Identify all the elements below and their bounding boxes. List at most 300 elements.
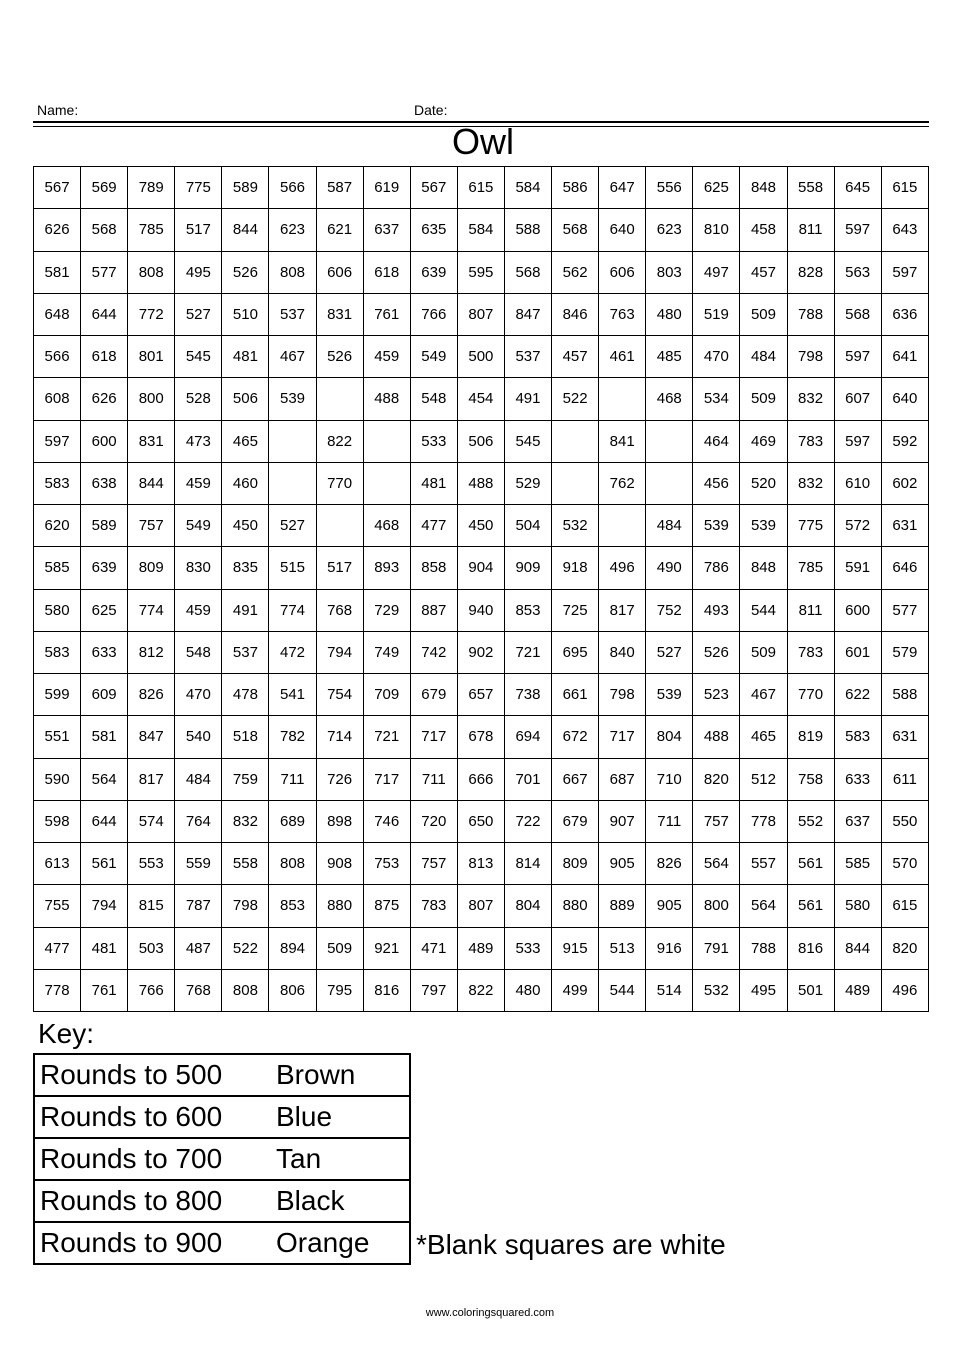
grid-cell: 637 (363, 209, 410, 251)
grid-row (34, 758, 929, 800)
grid-cell: 561 (787, 885, 834, 927)
grid-cell: 811 (787, 209, 834, 251)
grid-cell: 853 (269, 885, 316, 927)
grid-cell: 643 (881, 209, 928, 251)
grid-cell: 481 (222, 336, 269, 378)
grid-cell: 477 (410, 505, 457, 547)
grid-cell: 595 (457, 251, 504, 293)
grid-row (34, 969, 929, 1011)
grid-cell: 755 (34, 885, 81, 927)
grid-cell: 583 (834, 716, 881, 758)
grid-cell: 766 (410, 293, 457, 335)
grid-cell: 625 (693, 167, 740, 209)
grid-cell: 783 (410, 885, 457, 927)
grid-cell: 711 (410, 758, 457, 800)
grid-cell: 689 (269, 800, 316, 842)
grid-cell: 496 (599, 547, 646, 589)
grid-cell: 497 (693, 251, 740, 293)
grid-cell: 468 (363, 505, 410, 547)
grid-cell: 817 (128, 758, 175, 800)
grid-cell: 909 (504, 547, 551, 589)
grid-cell: 757 (410, 843, 457, 885)
grid-cell: 566 (34, 336, 81, 378)
grid-cell: 568 (834, 293, 881, 335)
grid-cell: 620 (34, 505, 81, 547)
grid-cell: 488 (693, 716, 740, 758)
grid-cell: 589 (81, 505, 128, 547)
grid-cell: 580 (34, 589, 81, 631)
grid-cell: 764 (175, 800, 222, 842)
grid-cell: 609 (81, 674, 128, 716)
grid-cell: 590 (34, 758, 81, 800)
grid-cell: 589 (222, 167, 269, 209)
grid-cell: 615 (457, 167, 504, 209)
grid-cell: 610 (834, 462, 881, 504)
grid-cell: 597 (834, 420, 881, 462)
grid-cell: 526 (222, 251, 269, 293)
grid-cell: 626 (81, 378, 128, 420)
grid-cell: 647 (599, 167, 646, 209)
grid-cell: 539 (269, 378, 316, 420)
grid-cell: 729 (363, 589, 410, 631)
grid-row (34, 885, 929, 927)
grid-row (34, 800, 929, 842)
grid-cell: 753 (363, 843, 410, 885)
grid-cell: 831 (316, 293, 363, 335)
grid-cell: 640 (881, 378, 928, 420)
grid-cell: 477 (34, 927, 81, 969)
grid-cell: 789 (128, 167, 175, 209)
key-rule: Rounds to 500 (34, 1054, 272, 1096)
grid-cell: 907 (599, 800, 646, 842)
grid-cell: 512 (740, 758, 787, 800)
grid-row (34, 589, 929, 631)
grid-cell: 618 (81, 336, 128, 378)
grid-cell (269, 462, 316, 504)
grid-cell: 814 (504, 843, 551, 885)
grid-row (34, 674, 929, 716)
grid-cell (316, 378, 363, 420)
grid-cell: 581 (81, 716, 128, 758)
grid-cell: 783 (787, 420, 834, 462)
grid-cell: 484 (175, 758, 222, 800)
grid-cell: 607 (834, 378, 881, 420)
grid-cell: 637 (834, 800, 881, 842)
grid-cell: 791 (693, 927, 740, 969)
key-label: Key: (38, 1018, 95, 1049)
grid-cell: 775 (175, 167, 222, 209)
grid-cell: 510 (222, 293, 269, 335)
grid-cell: 570 (881, 843, 928, 885)
grid-cell: 625 (81, 589, 128, 631)
grid-cell: 639 (410, 251, 457, 293)
grid-cell: 450 (222, 505, 269, 547)
grid-cell: 488 (457, 462, 504, 504)
grid-cell: 794 (81, 885, 128, 927)
grid-cell: 636 (881, 293, 928, 335)
grid-cell: 450 (457, 505, 504, 547)
grid-cell: 537 (504, 336, 551, 378)
grid-cell: 567 (410, 167, 457, 209)
grid-cell: 726 (316, 758, 363, 800)
grid-cell: 526 (316, 336, 363, 378)
grid-cell: 844 (222, 209, 269, 251)
grid-cell: 774 (269, 589, 316, 631)
grid-cell: 783 (787, 631, 834, 673)
grid-cell: 757 (693, 800, 740, 842)
grid-cell: 598 (34, 800, 81, 842)
grid-row (34, 420, 929, 462)
grid-cell: 537 (269, 293, 316, 335)
grid-cell: 509 (740, 378, 787, 420)
grid-row (34, 167, 929, 209)
grid-cell: 633 (81, 631, 128, 673)
grid-row (34, 336, 929, 378)
grid-cell: 759 (222, 758, 269, 800)
grid-cell: 523 (693, 674, 740, 716)
grid-cell: 717 (363, 758, 410, 800)
grid-cell: 940 (457, 589, 504, 631)
grid-row (34, 251, 929, 293)
grid-cell: 672 (552, 716, 599, 758)
grid-cell: 738 (504, 674, 551, 716)
grid-cell: 585 (834, 843, 881, 885)
grid-cell: 514 (646, 969, 693, 1011)
grid-cell: 606 (316, 251, 363, 293)
grid-cell: 618 (363, 251, 410, 293)
grid-cell: 820 (881, 927, 928, 969)
key-row (34, 1180, 410, 1222)
grid-cell: 557 (740, 843, 787, 885)
grid-cell: 491 (504, 378, 551, 420)
grid-cell: 819 (787, 716, 834, 758)
grid-cell (552, 420, 599, 462)
grid-cell: 600 (834, 589, 881, 631)
grid-cell: 520 (740, 462, 787, 504)
grid-cell: 583 (34, 631, 81, 673)
grid-cell: 880 (552, 885, 599, 927)
grid-cell: 828 (787, 251, 834, 293)
grid-cell: 858 (410, 547, 457, 589)
grid-cell: 564 (740, 885, 787, 927)
grid-cell: 480 (504, 969, 551, 1011)
grid-cell: 635 (410, 209, 457, 251)
grid-cell: 918 (552, 547, 599, 589)
grid-cell: 459 (363, 336, 410, 378)
grid-cell: 495 (175, 251, 222, 293)
grid-row (34, 462, 929, 504)
grid-cell: 491 (222, 589, 269, 631)
grid-cell: 585 (34, 547, 81, 589)
grid-cell: 806 (269, 969, 316, 1011)
grid-cell: 908 (316, 843, 363, 885)
key-color: Black (272, 1180, 410, 1222)
grid-cell: 679 (552, 800, 599, 842)
grid-cell: 584 (504, 167, 551, 209)
grid-cell: 599 (34, 674, 81, 716)
grid-cell: 921 (363, 927, 410, 969)
grid-cell: 602 (881, 462, 928, 504)
grid-cell: 548 (410, 378, 457, 420)
grid-cell: 800 (693, 885, 740, 927)
grid-cell: 785 (787, 547, 834, 589)
grid-cell: 481 (410, 462, 457, 504)
grid-cell: 762 (599, 462, 646, 504)
grid-cell: 493 (693, 589, 740, 631)
grid-cell: 650 (457, 800, 504, 842)
grid-cell: 844 (834, 927, 881, 969)
grid-cell: 597 (834, 209, 881, 251)
grid-cell: 815 (128, 885, 175, 927)
grid-cell: 552 (787, 800, 834, 842)
key-row (34, 1222, 410, 1264)
grid-cell: 639 (81, 547, 128, 589)
key-color: Brown (272, 1054, 410, 1096)
grid-cell: 478 (222, 674, 269, 716)
grid-cell: 804 (504, 885, 551, 927)
grid-cell: 809 (128, 547, 175, 589)
grid-cell: 679 (410, 674, 457, 716)
grid-cell: 826 (128, 674, 175, 716)
grid-cell: 763 (599, 293, 646, 335)
grid-cell: 469 (740, 420, 787, 462)
grid-cell: 631 (881, 716, 928, 758)
grid-cell: 526 (693, 631, 740, 673)
grid-cell: 816 (363, 969, 410, 1011)
grid-cell: 481 (81, 927, 128, 969)
grid-cell: 484 (740, 336, 787, 378)
grid-cell: 464 (693, 420, 740, 462)
grid-cell: 803 (646, 251, 693, 293)
grid-cell (269, 420, 316, 462)
grid-cell: 467 (740, 674, 787, 716)
grid-cell: 621 (316, 209, 363, 251)
grid-row (34, 505, 929, 547)
grid-cell: 768 (316, 589, 363, 631)
grid-cell: 601 (834, 631, 881, 673)
grid-cell: 501 (787, 969, 834, 1011)
grid-cell: 615 (881, 885, 928, 927)
grid-cell: 830 (175, 547, 222, 589)
grid-cell: 644 (81, 800, 128, 842)
grid-cell: 798 (787, 336, 834, 378)
grid-cell: 579 (881, 631, 928, 673)
grid-cell: 460 (222, 462, 269, 504)
name-label: Name: (37, 102, 79, 118)
grid-cell: 848 (740, 167, 787, 209)
grid-cell: 509 (740, 631, 787, 673)
grid-cell: 561 (787, 843, 834, 885)
grid-cell: 568 (552, 209, 599, 251)
grid-cell: 754 (316, 674, 363, 716)
grid-cell: 720 (410, 800, 457, 842)
grid-cell: 916 (646, 927, 693, 969)
grid-cell: 465 (740, 716, 787, 758)
grid-cell: 566 (269, 167, 316, 209)
grid-cell: 506 (457, 420, 504, 462)
grid-cell: 835 (222, 547, 269, 589)
grid-cell: 588 (881, 674, 928, 716)
grid-cell: 549 (175, 505, 222, 547)
grid-cell: 710 (646, 758, 693, 800)
grid-cell: 640 (599, 209, 646, 251)
grid-cell: 787 (175, 885, 222, 927)
grid-cell: 894 (269, 927, 316, 969)
grid-cell: 832 (222, 800, 269, 842)
grid-cell: 522 (552, 378, 599, 420)
grid-cell: 817 (599, 589, 646, 631)
grid-cell: 584 (457, 209, 504, 251)
key-color: Blue (272, 1096, 410, 1138)
blank-squares-note: *Blank squares are white (416, 1229, 726, 1260)
grid-cell: 887 (410, 589, 457, 631)
grid-cell: 586 (552, 167, 599, 209)
grid-cell: 807 (457, 293, 504, 335)
grid-cell: 519 (693, 293, 740, 335)
grid-cell: 794 (316, 631, 363, 673)
grid-row (34, 293, 929, 335)
grid-cell: 661 (552, 674, 599, 716)
grid-cell: 587 (316, 167, 363, 209)
grid-cell: 534 (693, 378, 740, 420)
grid-cell: 695 (552, 631, 599, 673)
grid-cell: 782 (269, 716, 316, 758)
grid-cell: 800 (128, 378, 175, 420)
grid-cell: 527 (646, 631, 693, 673)
grid-cell: 623 (646, 209, 693, 251)
grid-cell: 563 (834, 251, 881, 293)
grid-cell: 539 (693, 505, 740, 547)
grid-cell: 472 (269, 631, 316, 673)
grid-cell: 832 (787, 378, 834, 420)
grid-cell: 810 (693, 209, 740, 251)
key-rule: Rounds to 800 (34, 1180, 272, 1222)
grid-cell: 678 (457, 716, 504, 758)
grid-cell: 600 (81, 420, 128, 462)
grid-cell: 648 (34, 293, 81, 335)
grid-cell: 541 (269, 674, 316, 716)
grid-cell: 768 (175, 969, 222, 1011)
key-row (34, 1096, 410, 1138)
grid-cell: 539 (740, 505, 787, 547)
grid-cell: 545 (175, 336, 222, 378)
grid-cell: 470 (175, 674, 222, 716)
grid-cell: 558 (787, 167, 834, 209)
grid-cell: 807 (457, 885, 504, 927)
grid-cell: 549 (410, 336, 457, 378)
grid-cell: 638 (81, 462, 128, 504)
grid-cell: 564 (693, 843, 740, 885)
grid-cell: 567 (34, 167, 81, 209)
grid-cell: 461 (599, 336, 646, 378)
number-grid (33, 166, 929, 1012)
grid-cell: 550 (881, 800, 928, 842)
grid-cell: 721 (363, 716, 410, 758)
grid-cell (646, 420, 693, 462)
grid-cell: 826 (646, 843, 693, 885)
grid-cell: 615 (881, 167, 928, 209)
grid-cell: 539 (646, 674, 693, 716)
grid-cell: 558 (222, 843, 269, 885)
key-color: Tan (272, 1138, 410, 1180)
grid-cell (646, 462, 693, 504)
grid-cell: 770 (316, 462, 363, 504)
grid-cell: 532 (693, 969, 740, 1011)
grid-cell: 694 (504, 716, 551, 758)
grid-cell: 722 (504, 800, 551, 842)
grid-cell: 592 (881, 420, 928, 462)
grid-cell: 847 (128, 716, 175, 758)
grid-cell: 529 (504, 462, 551, 504)
grid-cell: 459 (175, 589, 222, 631)
grid-cell: 473 (175, 420, 222, 462)
grid-cell: 844 (128, 462, 175, 504)
grid-cell: 709 (363, 674, 410, 716)
grid-cell: 509 (316, 927, 363, 969)
grid-cell: 811 (787, 589, 834, 631)
grid-cell: 774 (128, 589, 175, 631)
grid-cell: 795 (316, 969, 363, 1011)
grid-cell: 544 (599, 969, 646, 1011)
grid-cell: 905 (646, 885, 693, 927)
grid-cell: 606 (599, 251, 646, 293)
grid-cell: 485 (646, 336, 693, 378)
grid-cell: 533 (410, 420, 457, 462)
grid-cell: 527 (175, 293, 222, 335)
grid-cell: 551 (34, 716, 81, 758)
grid-cell (363, 420, 410, 462)
date-label: Date: (414, 102, 448, 118)
grid-cell: 487 (175, 927, 222, 969)
grid-cell: 562 (552, 251, 599, 293)
grid-cell (316, 505, 363, 547)
grid-cell: 470 (693, 336, 740, 378)
grid-cell: 467 (269, 336, 316, 378)
grid-cell (552, 462, 599, 504)
grid-cell: 808 (128, 251, 175, 293)
grid-cell: 778 (740, 800, 787, 842)
key-rule: Rounds to 900 (34, 1222, 272, 1264)
key-color: Orange (272, 1222, 410, 1264)
grid-cell: 875 (363, 885, 410, 927)
grid-cell: 548 (175, 631, 222, 673)
grid-cell: 778 (34, 969, 81, 1011)
grid-cell: 503 (128, 927, 175, 969)
grid-cell: 711 (646, 800, 693, 842)
grid-cell: 471 (410, 927, 457, 969)
grid-cell: 591 (834, 547, 881, 589)
grid-cell: 572 (834, 505, 881, 547)
grid-cell: 454 (457, 378, 504, 420)
grid-cell: 631 (881, 505, 928, 547)
grid-cell: 528 (175, 378, 222, 420)
grid-cell: 770 (787, 674, 834, 716)
grid-cell: 641 (881, 336, 928, 378)
grid-cell: 537 (222, 631, 269, 673)
grid-cell: 540 (175, 716, 222, 758)
grid-cell: 804 (646, 716, 693, 758)
grid-cell: 904 (457, 547, 504, 589)
grid-cell: 902 (457, 631, 504, 673)
grid-cell: 569 (81, 167, 128, 209)
grid-row (34, 716, 929, 758)
grid-cell: 725 (552, 589, 599, 631)
grid-cell: 752 (646, 589, 693, 631)
grid-cell: 717 (599, 716, 646, 758)
grid-cell: 772 (128, 293, 175, 335)
grid-cell: 808 (269, 843, 316, 885)
grid-cell: 808 (269, 251, 316, 293)
